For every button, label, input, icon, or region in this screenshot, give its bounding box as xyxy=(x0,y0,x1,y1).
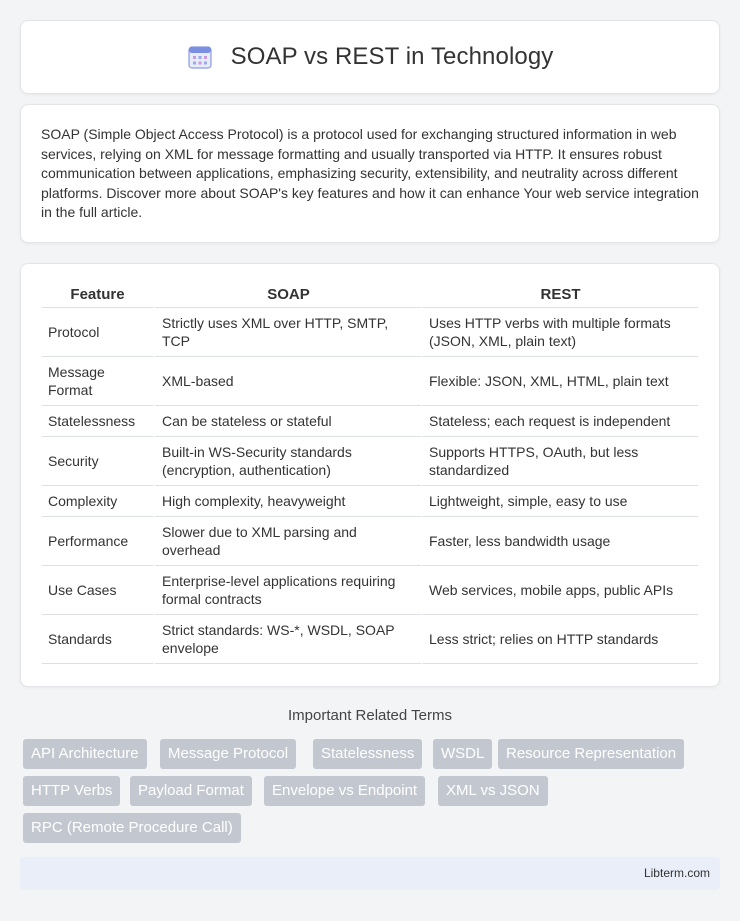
soap-cell: Can be stateless or stateful xyxy=(154,406,421,437)
table-row xyxy=(42,437,698,486)
tag-resource-representation[interactable]: Resource Representation xyxy=(498,739,684,769)
table-row xyxy=(42,357,698,406)
rest-cell: Less strict; relies on HTTP standards xyxy=(421,615,698,664)
tag-http-verbs[interactable]: HTTP Verbs xyxy=(23,776,120,806)
header-feature: Feature xyxy=(42,284,154,308)
feature-cell: Security xyxy=(42,437,154,486)
intro-text: SOAP (Simple Object Access Protocol) is a protocol used for exchanging structured information in web services, relying on XML for message formatting and usually transported via HTTP. It ensures robust communication between applications, emphasizing security, extensibility, and neutrality across different platforms. Discover more about SOAP's key features and how it can enhance Your web service integration in the full article. xyxy=(41,126,699,221)
intro-card xyxy=(20,104,720,243)
tag-payload-format[interactable]: Payload Format xyxy=(130,776,252,806)
soap-cell: Slower due to XML parsing and overhead xyxy=(154,517,421,566)
soap-cell: XML-based xyxy=(154,357,421,406)
comparison-card xyxy=(20,263,720,687)
tag-rpc[interactable]: RPC (Remote Procedure Call) xyxy=(23,813,241,843)
feature-cell: Message Format xyxy=(42,357,154,406)
rest-cell: Stateless; each request is independent xyxy=(421,406,698,437)
table-row xyxy=(42,406,698,437)
feature-cell: Statelessness xyxy=(42,406,154,437)
header-rest: REST xyxy=(421,284,698,308)
table-header-row xyxy=(42,284,698,308)
soap-cell: Strict standards: WS-*, WSDL, SOAP envelope xyxy=(154,615,421,664)
rest-cell: Supports HTTPS, OAuth, but less standardized xyxy=(421,437,698,486)
feature-cell: Performance xyxy=(42,517,154,566)
rest-cell: Uses HTTP verbs with multiple formats (JSON, XML, plain text) xyxy=(421,308,698,357)
tag-message-protocol[interactable]: Message Protocol xyxy=(160,739,296,769)
header-soap: SOAP xyxy=(154,284,421,308)
feature-cell: Protocol xyxy=(42,308,154,357)
tag-wsdl[interactable]: WSDL xyxy=(433,739,492,769)
table-row xyxy=(42,308,698,357)
title-wrap xyxy=(187,43,554,71)
soap-cell: Enterprise-level applications requiring formal contracts xyxy=(154,566,421,615)
table-row xyxy=(42,566,698,615)
table-row xyxy=(42,615,698,664)
rest-cell: Faster, less bandwidth usage xyxy=(421,517,698,566)
soap-cell: Strictly uses XML over HTTP, SMTP, TCP xyxy=(154,308,421,357)
tag-statelessness[interactable]: Statelessness xyxy=(313,739,422,769)
rest-cell: Web services, mobile apps, public APIs xyxy=(421,566,698,615)
header-card xyxy=(20,20,720,94)
tag-envelope-vs-endpoint[interactable]: Envelope vs Endpoint xyxy=(264,776,425,806)
feature-cell: Standards xyxy=(42,615,154,664)
comparison-table xyxy=(42,284,698,664)
table-row xyxy=(42,517,698,566)
page-title: SOAP vs REST in Technology xyxy=(230,43,554,70)
calendar-icon xyxy=(187,44,213,70)
feature-cell: Use Cases xyxy=(42,566,154,615)
rest-cell: Lightweight, simple, easy to use xyxy=(421,486,698,517)
tag-api-architecture[interactable]: API Architecture xyxy=(23,739,147,769)
tag-xml-vs-json[interactable]: XML vs JSON xyxy=(438,776,548,806)
soap-cell: Built-in WS-Security standards (encryption, authentication) xyxy=(154,437,421,486)
table-row xyxy=(42,486,698,517)
feature-cell: Complexity xyxy=(42,486,154,517)
rest-cell: Flexible: JSON, XML, HTML, plain text xyxy=(421,357,698,406)
related-terms-title: Important Related Terms xyxy=(288,707,452,724)
soap-cell: High complexity, heavyweight xyxy=(154,486,421,517)
footer-site[interactable]: Libterm.com xyxy=(643,866,710,880)
footer xyxy=(20,857,720,890)
